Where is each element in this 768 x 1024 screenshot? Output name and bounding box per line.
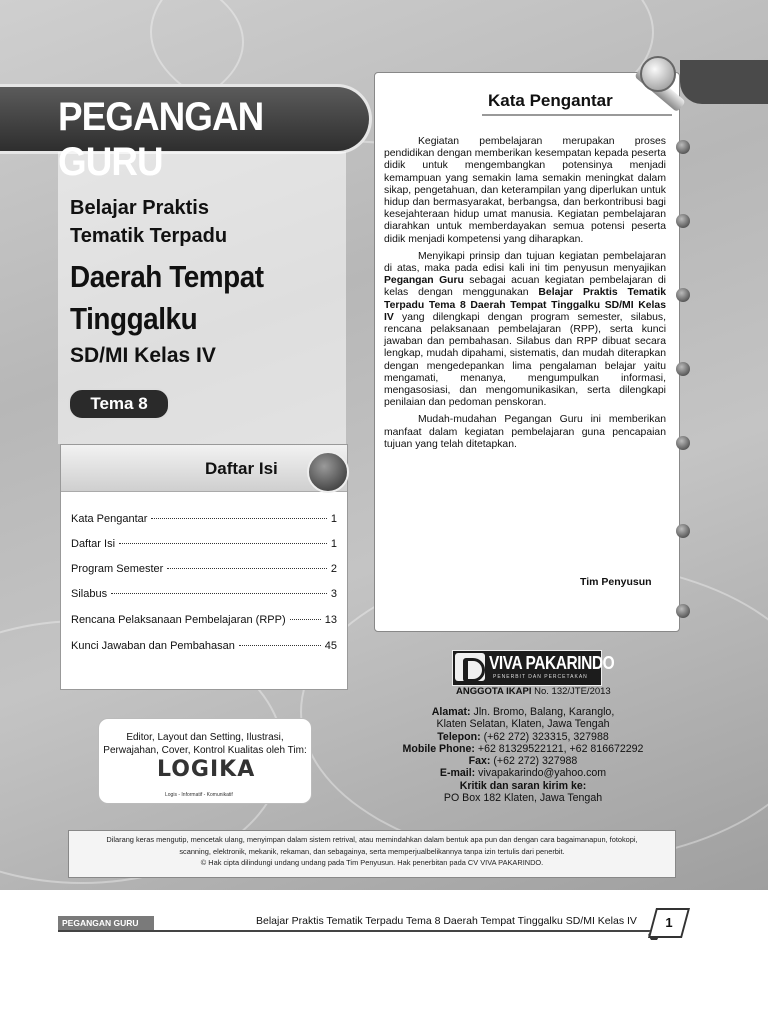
- toc-item[interactable]: [71, 563, 337, 575]
- credit-text: [99, 719, 311, 757]
- footer-running-title: Belajar Praktis Tematik Terpadu Tema 8 Daerah Tempat Tinggalku SD/MI Kelas IV: [256, 915, 637, 927]
- publisher-tagline: PENERBIT DAN PERCETAKAN: [493, 674, 588, 680]
- credit-line-2: Perwajahan, Cover, Kontrol Kualitas oleh Tim:: [103, 745, 307, 756]
- preface-paragraph-2: Menyikapi prinsip dan tujuan kegiatan pembelajaran di atas, maka pada edisi kali ini tim penyusun menyajikan Pegangan Guru sebagai acuan kegiatan pembelajaran di kelas dengan menggunakan Belajar Praktis Tematik Terpadu Tema 8 Daerah Tempat Tinggalku SD/MI Kelas IV yang dilengkapi dengan program semester, silabus, rencana pelaksanaan pembelajaran (RPP), serta kunci jawaban dan pembahasan. Silabus dan RPP dibuat secara lengkap, mudah dipahami, sistematis, dan mudah diterapkan dengan mengedepankan lima pengalaman belajar yaitu mengamati, menanya, mengumpulkan informasi, mengasosiasi, dan mengomunikasikan, serta dilengkapi penilaian dan pedoman penskoran.: [384, 250, 666, 409]
- publisher-name: VIVA PAKARINDO: [489, 653, 615, 673]
- subtitle-line-2: Tematik Terpadu: [70, 225, 228, 247]
- copyright-notice: [68, 830, 676, 878]
- toc-item-label: Kunci Jawaban dan Pembahasan: [71, 640, 235, 652]
- toc-heading: Daftar Isi: [205, 459, 278, 478]
- footer-rule: [58, 930, 658, 932]
- logika-logo: LOGIKA: [157, 757, 256, 782]
- publisher-address: Alamat: Jln. Bromo, Balang, Karanglo, Klaten Selatan, Klaten, Jawa Tengah Telepon: (+62 272) 323315, 327988 Mobile Phone: +62 81329522121, +62 816672292 Fax: (+62 272) 327988 E-mail: vivapakarindo@yahoo.com Kritik dan saran kirim ke: PO Box 182 Klaten, Jawa Tengah: [402, 706, 644, 805]
- toc-item-label: Daftar Isi: [71, 538, 116, 550]
- paper-clip-icon: [628, 52, 690, 112]
- toc-item-page: 45: [324, 640, 337, 652]
- ikapi-membership: ANGGOTA IKAPI No. 132/JTE/2013: [456, 686, 611, 697]
- toc-item[interactable]: [71, 538, 337, 550]
- legal-line-3: © Hak cipta dilindungi undang undang pada Tim Penyusun. Hak penerbitan pada CV VIVA PAKARINDO.: [200, 858, 544, 867]
- page-number-box: [648, 908, 690, 938]
- preface-paragraph-3: Mudah-mudahan Pegangan Guru ini memberikan manfaat dalam kegiatan pembelajaran guna pencapaian tujuan yang telah ditetapkan.: [384, 414, 666, 450]
- table-of-contents: [60, 444, 348, 690]
- spiral-ring-icon: [676, 214, 690, 228]
- toc-item[interactable]: [71, 640, 337, 652]
- theme-badge: Tema 8: [68, 388, 170, 420]
- toc-item[interactable]: [71, 513, 337, 525]
- preface-signature: Tim Penyusun: [580, 576, 652, 588]
- grade-label: SD/MI Kelas IV: [70, 344, 216, 367]
- subtitle-line-1: Belajar Praktis: [70, 197, 209, 219]
- legal-line-2: scanning, elektronik, mekanik, rekaman, dan sebagainya, serta memperjualbelikannya tanpa izin tertulis dari penerbit.: [179, 846, 565, 856]
- toc-item-label: Program Semester: [71, 563, 164, 575]
- preface-paragraph-1: Kegiatan pembelajaran merupakan proses pendidikan dengan memberikan kesempatan kepada peserta didik untuk mengembangkan potensinya menjadi kemampuan yang semakin lama semakin meningkat dalam sikap, pengetahuan, dan keterampilan yang diperlukan untuk hidup dan bermasyarakat, berbangsa, dan berkontribusi bagi kesejahteraan hidup umat manusia. Kegiatan pembelajaran diarahkan untuk memberdayakan semua potensi peserta didik menjadi kompetensi yang diharapkan.: [384, 136, 666, 245]
- toc-item-label: Kata Pengantar: [71, 513, 148, 525]
- toc-header: [61, 445, 347, 492]
- footer-label: PEGANGAN GURU: [58, 916, 154, 930]
- credit-line-1: Editor, Layout dan Setting, Ilustrasi,: [126, 732, 284, 743]
- toc-item[interactable]: [71, 614, 337, 626]
- spiral-ring-icon: [676, 604, 690, 618]
- spiral-ring-icon: [676, 524, 690, 538]
- toc-item-label: Rencana Pelaksanaan Pembelajaran (RPP): [71, 614, 286, 626]
- preface-body: [384, 136, 666, 456]
- title-banner: [0, 84, 372, 154]
- book-title: [70, 256, 264, 340]
- publisher-logo: [452, 650, 615, 686]
- spiral-ring-icon: [676, 288, 690, 302]
- toc-item-page: 3: [330, 588, 337, 600]
- decorative-corner: [680, 60, 768, 104]
- book-subtitle: [70, 194, 227, 250]
- page-number: 1: [665, 915, 673, 930]
- spiral-ring-icon: [676, 436, 690, 450]
- heading-divider: [482, 114, 672, 116]
- banner-title: PEGANGAN: [58, 95, 264, 139]
- toc-item-page: 1: [330, 513, 337, 525]
- legal-line-1: Dilarang keras mengutip, mencetak ulang, menyimpan dalam sistem retrival, atau memindahkan dalam bentuk apa pun dan dengan cara bagaimanapun, fotokopi,: [106, 835, 638, 844]
- toc-item-page: 2: [330, 563, 337, 575]
- email-link[interactable]: vivapakarindo@yahoo.com: [478, 767, 607, 780]
- preface-heading: Kata Pengantar: [488, 91, 613, 110]
- toc-item[interactable]: [71, 588, 337, 600]
- spiral-ring-icon: [676, 140, 690, 154]
- credit-box: [98, 718, 312, 804]
- logika-tagline: Logis - Informatif - Komunikatif: [165, 792, 233, 798]
- title-line-1: Daerah Tempat: [70, 259, 264, 294]
- toc-item-page: 13: [324, 614, 337, 626]
- spiral-ring-icon: [676, 362, 690, 376]
- knob-icon: [307, 451, 349, 493]
- title-line-2: Tinggalku: [70, 301, 198, 336]
- toc-item-page: 1: [330, 538, 337, 550]
- publisher-mark-icon: [455, 653, 485, 681]
- toc-item-label: Silabus: [71, 588, 108, 600]
